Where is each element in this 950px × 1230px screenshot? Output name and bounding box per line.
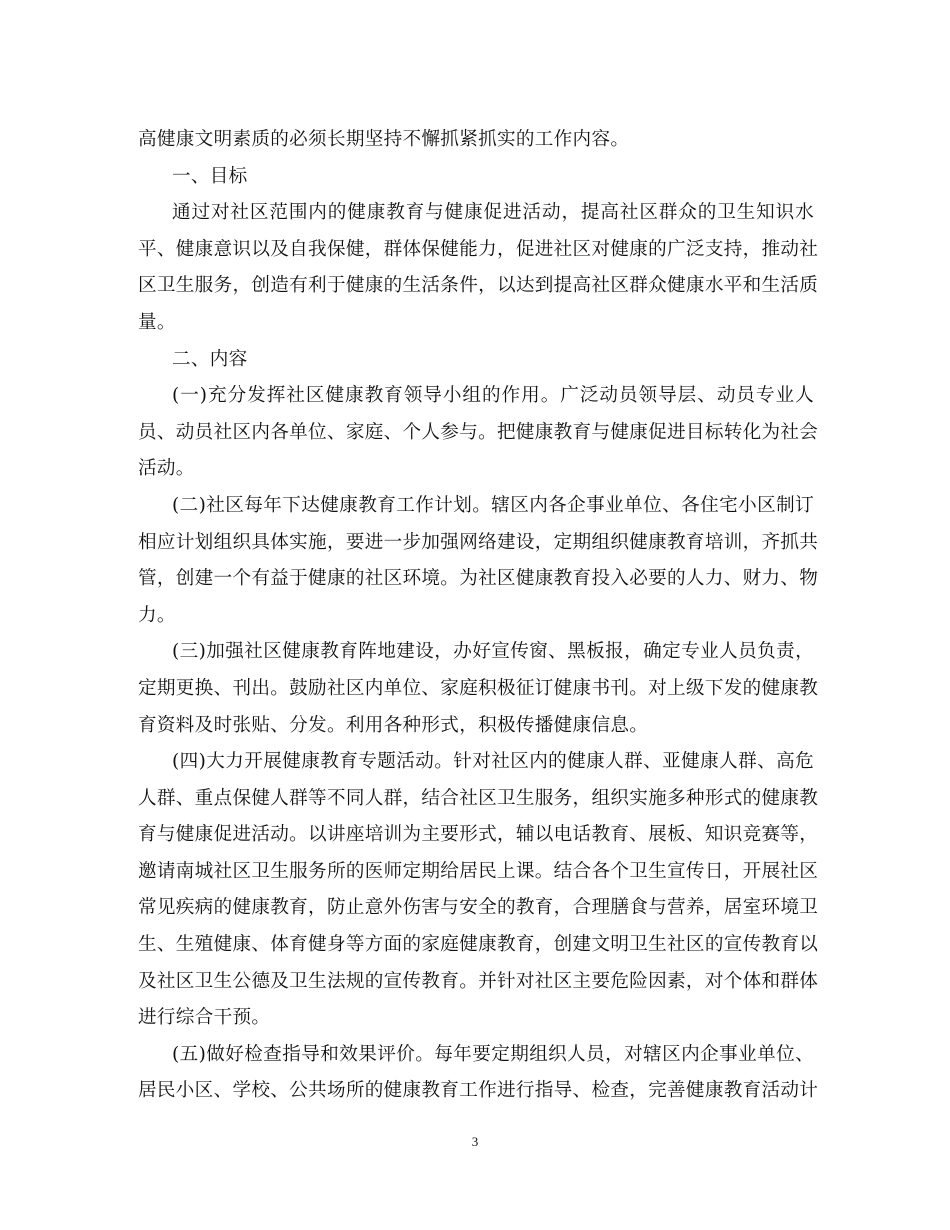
text-line: (一)充分发挥社区健康教育领导小组的作用。广泛动员领导层、动员专业人	[172, 385, 814, 407]
document-body	[138, 122, 819, 1110]
text-line: 区卫生服务，创造有利于健康的生活条件，以达到提高社区群众健康水平和生活质	[138, 275, 819, 297]
text-line: (二)社区每年下达健康教育工作计划。辖区内各企事业单位、各住宅小区制订	[172, 494, 814, 516]
text-line: 常见疾病的健康教育，防止意外伤害与安全的教育，合理膳食与营养，居室环境卫	[138, 897, 819, 919]
text-line: (三)加强社区健康教育阵地建设，办好宣传窗、黑板报，确定专业人员负责，	[172, 641, 814, 663]
text-line: 育与健康促进活动。以讲座培训为主要形式，辅以电话教育、展板、知识竞赛等，	[138, 824, 819, 846]
text-line: 高健康文明素质的必须长期坚持不懈抓紧抓实的工作内容。	[138, 129, 630, 150]
text-line: 管，创建一个有益于健康的社区环境。为社区健康教育投入必要的人力、财力、物	[138, 568, 819, 590]
text-line: 活动。	[138, 458, 195, 480]
text-line: (四)大力开展健康教育专题活动。针对社区内的健康人群、亚健康人群、高危	[172, 751, 814, 773]
text-line: 及社区卫生公德及卫生法规的宣传教育。并针对社区主要危险因素，对个体和群体	[138, 970, 819, 992]
text-line: 二、内容	[172, 348, 248, 370]
text-line: 一、目标	[172, 165, 248, 187]
text-line: 定期更换、刊出。鼓励社区内单位、家庭积极征订健康书刊。对上级下发的健康教	[138, 677, 819, 699]
text-line: 通过对社区范围内的健康教育与健康促进活动，提高社区群众的卫生知识水	[172, 202, 814, 224]
text-line: 平、健康意识以及自我保健，群体保健能力，促进社区对健康的广泛支持，推动社	[138, 238, 819, 260]
text-line: 育资料及时张贴、分发。利用各种形式，积极传播健康信息。	[138, 714, 649, 736]
text-line: 员、动员社区内各单位、家庭、个人参与。把健康教育与健康促进目标转化为社会	[138, 421, 819, 443]
text-line: 力。	[138, 604, 176, 626]
text-line: 量。	[138, 311, 176, 333]
text-line: (五)做好检查指导和效果评价。每年要定期组织人员，对辖区内企事业单位、	[172, 1043, 814, 1065]
text-line: 相应计划组织具体实施，要进一步加强网络建设，定期组织健康教育培训，齐抓共	[138, 531, 819, 553]
text-line: 邀请南城社区卫生服务所的医师定期给居民上课。结合各个卫生宣传日，开展社区	[138, 860, 819, 882]
text-line: 人群、重点保健人群等不同人群，结合社区卫生服务，组织实施多种形式的健康教	[138, 787, 819, 809]
page-number: 3	[471, 1134, 479, 1149]
text-line: 生、生殖健康、体育健身等方面的家庭健康教育，创建文明卫生社区的宣传教育以	[138, 934, 819, 956]
text-line: 居民小区、学校、公共场所的健康教育工作进行指导、检查，完善健康教育活动计	[138, 1080, 819, 1102]
text-line: 进行综合干预。	[138, 1007, 271, 1029]
